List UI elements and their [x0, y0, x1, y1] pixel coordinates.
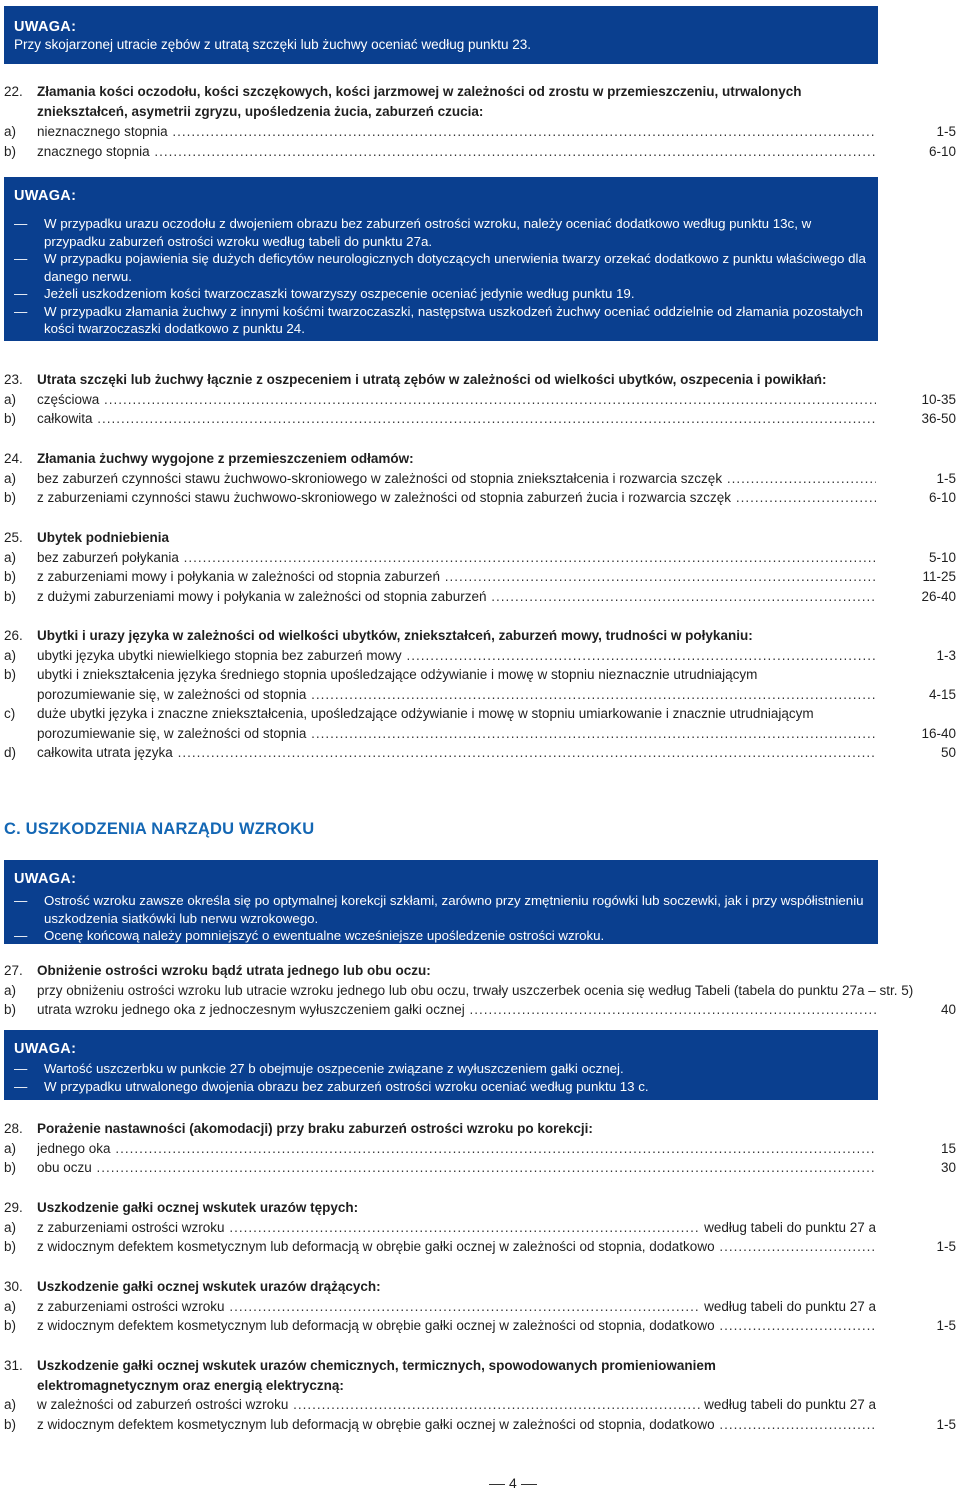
- section-29: [4, 1198, 956, 1257]
- list-item: [4, 488, 956, 508]
- section-heading: [4, 1198, 956, 1218]
- item-label: b): [4, 143, 17, 159]
- item-label: b): [4, 411, 17, 427]
- list-item: [4, 665, 956, 685]
- item-text: ubytki i zniekształcenia języka średniego stopnia upośledzające odżywianie i mowę w stopniu nieznacznie utrudniającym: [37, 667, 758, 683]
- item-text: całkowita .....: [37, 409, 876, 429]
- section-title: Złamania żuchwy wygojone z przemieszczeniem odłamów:: [37, 451, 414, 466]
- list-item: [4, 390, 956, 410]
- section-title: Uszkodzenie gałki ocznej wskutek urazów drążących:: [37, 1279, 381, 1294]
- item-value: 16-40: [921, 725, 956, 741]
- item-label: b): [4, 667, 17, 683]
- item-label: a): [4, 549, 17, 565]
- section-number: 24.: [4, 451, 23, 466]
- note-box-1: [4, 6, 878, 64]
- section-title: Utrata szczęki lub żuchwy łącznie z oszpeceniem i utratą zębów w zależności od wielkości ubytków, oszpecenia i powikłań:: [37, 372, 827, 387]
- note-item: — Wartość uszczerbku w punkcie 27 b obejmuje oszpecenie związane z wyłuszczeniem gałki ocznej.: [14, 1060, 868, 1078]
- item-value: 10-35: [921, 391, 956, 407]
- item-value: 6-10: [928, 490, 956, 506]
- section-23: [4, 370, 956, 429]
- item-text: porozumiewanie się, w zależności od stopnia .....: [37, 685, 876, 705]
- list-item: [4, 409, 956, 429]
- list-item: [4, 1218, 956, 1238]
- note-title: UWAGA:: [14, 188, 77, 204]
- list-item: [4, 1000, 956, 1020]
- list-item: [4, 1316, 956, 1336]
- item-text: z zaburzeniami mowy i połykania w zależności od stopnia zaburzeń .....: [37, 567, 876, 587]
- item-label: b): [4, 1318, 17, 1334]
- item-value: 1-5: [936, 470, 956, 486]
- list-item: [4, 1237, 956, 1257]
- item-reference: według tabeli do punktu 27 a: [700, 1297, 876, 1317]
- list-item: [4, 1158, 956, 1178]
- item-text: znacznego stopnia .....: [37, 142, 876, 162]
- list-item-continued: [4, 724, 956, 744]
- item-text: obu oczu .....: [37, 1158, 876, 1178]
- item-text: utrata wzroku jednego oka z jednoczesnym wyłuszczeniem gałki ocznej .....: [37, 1000, 876, 1020]
- item-value: 36-50: [921, 411, 956, 427]
- section-22-items: [4, 122, 956, 161]
- item-text: z zaburzeniami ostrości wzroku .....: [37, 1297, 876, 1317]
- item-text: całkowita utrata języka .....: [37, 743, 876, 763]
- list-item: [4, 1415, 956, 1435]
- section-number: 30.: [4, 1279, 23, 1294]
- section-number: 27.: [4, 963, 23, 978]
- item-text: z zaburzeniami ostrości wzroku .....: [37, 1218, 876, 1238]
- section-27: [4, 961, 956, 1020]
- item-text: częściowa .....: [37, 390, 876, 410]
- item-text: z dużymi zaburzeniami mowy i połykania w zależności od stopnia zaburzeń .....: [37, 587, 876, 607]
- note-item: — Jeżeli uszkodzeniom kości twarzoczaszki towarzyszy oszpecenie oceniać jedynie według punktu 19.: [14, 285, 868, 303]
- item-text: bez zaburzeń połykania .....: [37, 548, 876, 568]
- section-c-title: C. USZKODZENIA NARZĄDU WZROKU: [4, 820, 315, 838]
- list-item: [4, 122, 956, 142]
- note-item: — Ostrość wzroku zawsze określa się po optymalnej korekcji szkłami, zarówno przy zmętnieniu rogówki lub soczewki, jak i przy współistnieniu uszkodzenia siatkówki lub nerwu wzrokowego.: [14, 892, 868, 927]
- section-heading: [4, 1119, 956, 1139]
- section-number: 31.: [4, 1358, 23, 1373]
- item-value: 1-3: [936, 647, 956, 663]
- section-heading: [4, 449, 956, 469]
- note-box-2: [4, 177, 878, 341]
- item-reference: według tabeli do punktu 27 a: [700, 1218, 876, 1238]
- list-item: [4, 587, 956, 607]
- item-text: bez zaburzeń czynności stawu żuchwowo-skroniowego w zależności od stopnia zniekształcenia i rozwarcia szczęk .....: [37, 469, 876, 489]
- section-heading: [4, 1277, 956, 1297]
- note-box-3: [4, 860, 878, 944]
- note-text: Przy skojarzonej utracie zębów z utratą szczęki lub żuchwy oceniać według punktu 23.: [14, 37, 532, 52]
- list-item: [4, 548, 956, 568]
- item-value: 1-5: [936, 1318, 956, 1334]
- note-item: — W przypadku utrwalonego dwojenia obrazu bez zaburzeń ostrości wzroku oceniać według punktu 13 c.: [14, 1078, 868, 1096]
- page-number-text: 4: [509, 1475, 517, 1491]
- section-heading: [4, 961, 956, 981]
- section-number: 29.: [4, 1200, 23, 1215]
- item-label: a): [4, 1219, 17, 1235]
- item-text: duże ubytki języka i znaczne zniekształcenia, upośledzające odżywianie i mowę w stopniu umiarkowanie i znacznie utrudniającym: [37, 706, 814, 722]
- item-label: a): [4, 1140, 17, 1156]
- note-item: — Ocenę końcową należy pomniejszyć o ewentualne wcześniejsze upośledzenie ostrości wzroku.: [14, 927, 868, 945]
- item-value: 11-25: [922, 569, 956, 585]
- item-text: nieznacznego stopnia .....: [37, 122, 876, 142]
- section-title: Złamania kości oczodołu, kości szczękowych, kości jarzmowej w zależności od zrostu w przemieszczeniu, utrwalonych zniekształceń, asymetrii zgryzu, upośledzenia żucia, zaburzeń czucia:: [37, 84, 802, 119]
- item-text: z widocznym defektem kosmetycznym lub deformacją w obrębie gałki ocznej w zależności od stopnia, dodatkowo .....: [37, 1237, 876, 1257]
- item-value: 1-5: [936, 1416, 956, 1432]
- item-label: b): [4, 588, 17, 604]
- section-30: [4, 1277, 956, 1336]
- list-item: [4, 1297, 956, 1317]
- section-title: Uszkodzenie gałki ocznej wskutek urazów chemicznych, termicznych, spowodowanych promieniowaniem elektromagnetycznym oraz energią elektryczną:: [37, 1358, 716, 1393]
- item-label: b): [4, 1002, 17, 1018]
- item-text: z widocznym defektem kosmetycznym lub deformacją w obrębie gałki ocznej w zależności od stopnia, dodatkowo .....: [37, 1316, 876, 1336]
- note-item: — W przypadku urazu oczodołu z dwojeniem obrazu bez zaburzeń ostrości wzroku, należy oceniać dodatkowo według punktu 13c, w przypadku zaburzeń ostrości wzroku według tabeli do punktu 27a.: [14, 215, 868, 250]
- item-value: 4-15: [928, 686, 956, 702]
- item-label: d): [4, 745, 17, 761]
- note-title: UWAGA:: [14, 19, 77, 35]
- item-label: b): [4, 569, 17, 585]
- section-number: 23.: [4, 372, 23, 387]
- section-title: Uszkodzenie gałki ocznej wskutek urazów tępych:: [37, 1200, 359, 1215]
- note-item: — W przypadku pojawienia się dużych deficytów neurologicznych dotyczących unerwienia twarzy orzekać dodatkowo z punktu właściwego dla danego nerwu.: [14, 250, 868, 285]
- item-label: a): [4, 391, 17, 407]
- item-text: w zależności od zaburzeń ostrości wzroku .....: [37, 1395, 876, 1415]
- section-heading: [4, 528, 956, 548]
- section-title: Obniżenie ostrości wzroku bądź utrata jednego lub obu oczu:: [37, 963, 431, 978]
- list-item: [4, 567, 956, 587]
- item-text: porozumiewanie się, w zależności od stopnia .....: [37, 724, 876, 744]
- item-label: b): [4, 1160, 17, 1176]
- section-heading: [4, 626, 956, 646]
- list-item: [4, 1395, 956, 1415]
- item-value: 15: [940, 1140, 956, 1156]
- note-item: — W przypadku złamania żuchwy z innymi kośćmi twarzoczaszki, następstwa uszkodzeń żuchwy oceniać oddzielnie od złamania pozostałych kości twarzoczaszki dodatkowo z punktu 24.: [14, 303, 868, 338]
- section-heading: [4, 82, 844, 121]
- item-label: a): [4, 470, 17, 486]
- section-heading: [4, 370, 956, 390]
- item-text: z widocznym defektem kosmetycznym lub deformacją w obrębie gałki ocznej w zależności od stopnia, dodatkowo .....: [37, 1415, 876, 1435]
- item-label: b): [4, 490, 17, 506]
- section-title: Porażenie nastawności (akomodacji) przy braku zaburzeń ostrości wzroku po korekcji:: [37, 1121, 593, 1136]
- list-item: [4, 981, 956, 1001]
- item-value: 30: [940, 1160, 956, 1176]
- list-item: [4, 142, 956, 162]
- item-value: 40: [940, 1002, 956, 1018]
- item-text: z zaburzeniami czynności stawu żuchwowo-skroniowego w zależności od stopnia zaburzeń żucia i rozwarcia szczęk .....: [37, 488, 876, 508]
- item-value: 26-40: [921, 588, 956, 604]
- section-number: 25.: [4, 530, 23, 545]
- section-31: [4, 1356, 956, 1434]
- list-item: [4, 743, 956, 763]
- list-item: [4, 704, 956, 724]
- note-title: UWAGA:: [14, 1041, 77, 1057]
- item-value: 6-10: [928, 143, 956, 159]
- section-number: 22.: [4, 84, 23, 99]
- item-label: b): [4, 1239, 17, 1255]
- section-28: [4, 1119, 956, 1178]
- item-text: ubytki języka ubytki niewielkiego stopnia bez zaburzeń mowy .....: [37, 646, 876, 666]
- item-value: 5-10: [928, 549, 956, 565]
- item-label: a): [4, 647, 17, 663]
- divider: [489, 1484, 505, 1485]
- page-number: [485, 1475, 541, 1491]
- item-value: 1-5: [936, 1239, 956, 1255]
- section-number: 28.: [4, 1121, 23, 1136]
- item-label: b): [4, 1416, 17, 1432]
- item-label: a): [4, 1298, 17, 1314]
- item-label: a): [4, 1397, 17, 1412]
- list-item: [4, 469, 956, 489]
- item-label: c): [4, 706, 16, 722]
- item-label: a): [4, 124, 17, 139]
- list-item-continued: [4, 685, 956, 705]
- item-value: 50: [940, 745, 956, 761]
- divider: [521, 1484, 537, 1485]
- section-25: [4, 528, 956, 606]
- item-label: a): [4, 982, 17, 998]
- item-text: przy obniżeniu ostrości wzroku lub utracie wzroku jednego lub obu oczu, trwały uszczerbek ocenia się według Tabeli (tabela do punktu 27a – str. 5): [37, 982, 914, 998]
- section-number: 26.: [4, 628, 23, 643]
- note-title: UWAGA:: [14, 871, 77, 887]
- section-22: [4, 82, 878, 121]
- item-text: jednego oka .....: [37, 1139, 876, 1159]
- list-item: [4, 1139, 956, 1159]
- item-reference: według tabeli do punktu 27 a: [700, 1395, 876, 1415]
- section-title: Ubytek podniebienia: [37, 530, 170, 545]
- section-26: [4, 626, 956, 763]
- section-title: Ubytki i urazy języka w zależności od wielkości ubytków, zniekształceń, zaburzeń mowy, trudności w połykaniu:: [37, 628, 753, 643]
- list-item: [4, 646, 956, 666]
- section-24: [4, 449, 956, 508]
- section-heading: [4, 1356, 784, 1395]
- note-box-4: [4, 1030, 878, 1100]
- item-value: 1-5: [936, 124, 956, 139]
